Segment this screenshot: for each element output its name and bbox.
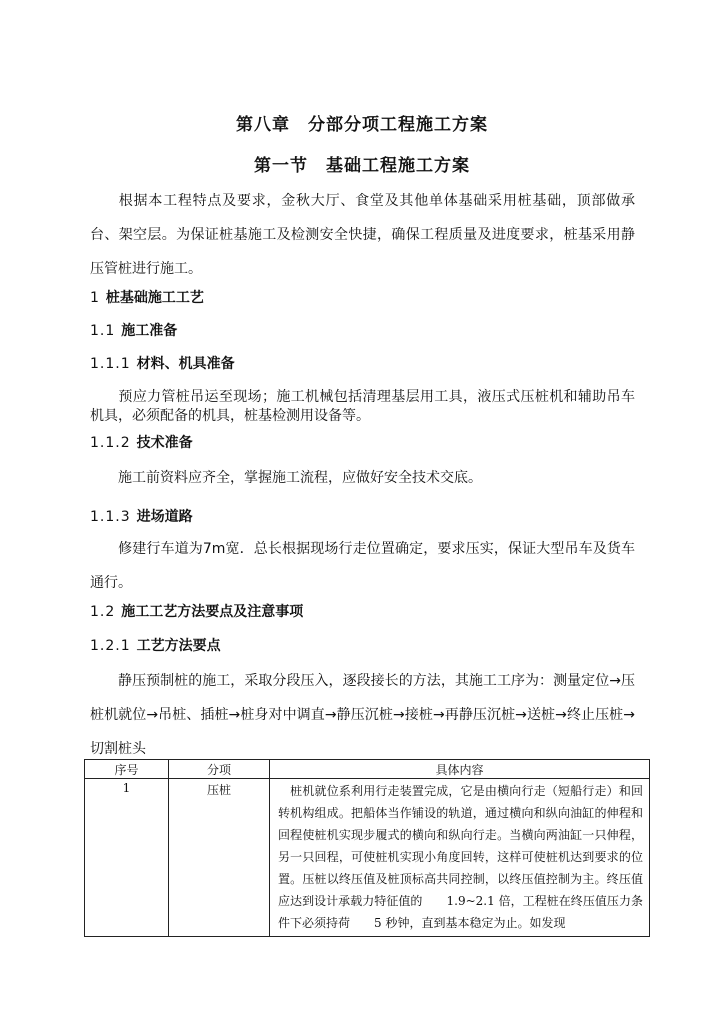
heading-1-1-2 bbox=[90, 432, 193, 452]
heading-1-1 bbox=[90, 320, 177, 340]
tech-paragraph bbox=[90, 461, 635, 495]
cell-item: 压桩 bbox=[169, 779, 270, 937]
header-item: 分项 bbox=[169, 760, 270, 779]
tech-text: 施工前资料应齐全，掌握施工流程，应做好安全技术交底。 bbox=[118, 470, 482, 486]
section-title: 第一节 基础工程施工方案 bbox=[254, 156, 470, 176]
intro-text: 根据本工程特点及要求，金秋大厅、食堂及其他单体基础采用桩基础，顶部做承台、架空层。为保证桩基施工及检测安全快捷，确保工程质量及进度要求，桩基采用静压管桩进行施工。 bbox=[90, 193, 635, 277]
heading-1-2-1 bbox=[90, 635, 221, 655]
heading-text: 技术准备 bbox=[136, 435, 193, 451]
process-table bbox=[84, 759, 650, 937]
materials-paragraph bbox=[90, 388, 635, 426]
heading-text: 进场道路 bbox=[136, 509, 193, 525]
heading-number: 1.1.2 bbox=[90, 435, 131, 451]
road-paragraph bbox=[90, 532, 635, 600]
heading-number: 1.1.1 bbox=[90, 356, 131, 372]
heading-number: 1 bbox=[90, 290, 100, 306]
heading-number: 1.1.3 bbox=[90, 509, 131, 525]
heading-text: 桩基础施工工艺 bbox=[105, 290, 204, 306]
road-text: 修建行车道为7m宽．总长根据现场行走位置确定，要求压实，保证大型吊车及货车通行。 bbox=[90, 541, 635, 591]
heading-text: 材料、机具准备 bbox=[136, 356, 235, 372]
heading-1-1-3 bbox=[90, 506, 193, 526]
materials-text: 预应力管桩吊运至现场；施工机械包括清理基层用工具，液压式压桩机和辅助吊车机具，必须配备的机具，桩基检测用设备等。 bbox=[90, 389, 635, 424]
process-text: 静压预制桩的施工，采取分段压入，逐段接长的方法，其施工工序为：测量定位→压桩机就位→吊桩、插桩→桩身对中调直→静压沉桩→接桩→再静压沉桩→送桩→终止压桩→切割桩头 bbox=[90, 673, 635, 757]
heading-number: 1.2.1 bbox=[90, 638, 131, 654]
cell-content bbox=[270, 779, 650, 937]
heading-1-2 bbox=[90, 601, 303, 621]
heading-text: 施工准备 bbox=[121, 323, 178, 339]
header-seq: 序号 bbox=[85, 760, 169, 779]
table-row bbox=[85, 779, 650, 937]
heading-1-1-1 bbox=[90, 353, 235, 373]
intro-paragraph bbox=[90, 184, 635, 286]
chapter-title: 第八章 分部分项工程施工方案 bbox=[236, 115, 488, 135]
cell-content-text: 桩机就位系利用行走装置完成，它是由横向行走（短船行走）和回转机构组成。把船体当作铺设的轨道，通过横向和纵向油缸的伸程和回程使桩机实现步履式的横向和纵向行走。当横向两油缸一只伸程，另一只回程，可使桩机实现小角度回转，这样可使桩机达到要求的位置。压桩以终压值及桩顶标高共同控制，以终压值控制为主。终压值应达到设计承载力特征值的 1.9~2.1 倍，工程桩在终压值压力条件下必须持荷 5 秒钟，直到基本稳定为止。如发现 bbox=[278, 784, 643, 930]
heading-1 bbox=[90, 287, 204, 307]
table-header-row bbox=[85, 760, 650, 779]
heading-text: 施工工艺方法要点及注意事项 bbox=[121, 604, 304, 620]
heading-text: 工艺方法要点 bbox=[136, 638, 221, 654]
heading-number: 1.1 bbox=[90, 323, 116, 339]
process-paragraph bbox=[90, 664, 635, 766]
header-content: 具体内容 bbox=[270, 760, 650, 779]
cell-seq: 1 bbox=[85, 779, 169, 937]
heading-number: 1.2 bbox=[90, 604, 116, 620]
